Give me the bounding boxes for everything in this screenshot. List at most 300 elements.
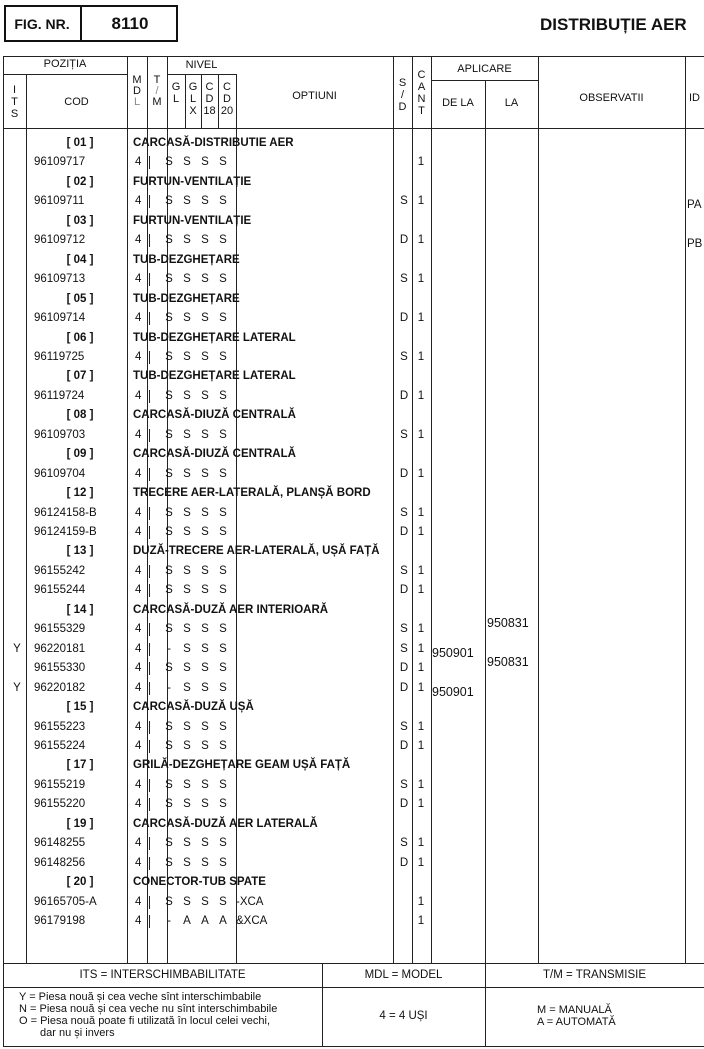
part-code: 96109703 — [34, 428, 86, 441]
nivel-value: A — [219, 915, 227, 927]
side-code: S — [400, 720, 408, 733]
header-id: ID — [689, 92, 700, 104]
part-description: CARCASĂ-DUZĂ UȘĂ — [133, 701, 254, 714]
header-nivel-col: G — [188, 81, 198, 93]
row-tick — [149, 195, 150, 208]
side-code: D — [399, 467, 409, 480]
nivel-value: S — [183, 662, 191, 675]
row-tick — [149, 526, 150, 539]
header-nivel-col: D — [223, 93, 231, 105]
nivel-value: S — [201, 526, 209, 538]
quantity: 1 — [417, 428, 425, 441]
nivel-value: S — [165, 662, 173, 675]
legend-its-line: O = Piesa nouă poate fi utilizată în locul celei vechi, — [19, 1015, 271, 1027]
part-code: 96155242 — [34, 564, 86, 577]
part-code: 96155219 — [34, 778, 86, 791]
legend-mdl-value: 4 = 4 UȘI — [379, 1010, 428, 1022]
part-code: 96155223 — [34, 720, 86, 733]
nivel-value: S — [201, 662, 209, 675]
quantity: 1 — [417, 156, 425, 169]
header-nivel-col: C — [223, 81, 231, 93]
model-code: 4 — [135, 564, 142, 577]
model-code: 4 — [135, 895, 142, 908]
nivel-value: S — [183, 681, 191, 694]
nivel-value: S — [201, 312, 209, 325]
row-tick — [149, 896, 150, 909]
part-code: 96109711 — [34, 195, 85, 208]
quantity: 1 — [417, 778, 425, 791]
nivel-values — [160, 155, 235, 169]
position-number: [ 17 ] — [66, 759, 94, 772]
model-code: 4 — [135, 720, 142, 733]
legend-tm-line: A = AUTOMATĂ — [537, 1016, 616, 1028]
nivel-value: S — [219, 584, 227, 597]
side-code: S — [400, 428, 408, 441]
nivel-values — [160, 720, 235, 734]
nivel-value: S — [219, 526, 227, 538]
nivel-value: S — [165, 856, 173, 869]
model-code: 4 — [135, 428, 142, 441]
nivel-value: S — [219, 428, 227, 441]
header-its-letter: S — [10, 108, 19, 120]
nivel-value: S — [165, 273, 173, 286]
nivel-value: S — [183, 584, 191, 597]
part-description: FURTUN-VENTILAȚIE — [133, 175, 252, 188]
side-code: S — [400, 350, 408, 363]
part-code: 96109712 — [34, 234, 86, 247]
nivel-value: S — [165, 234, 173, 247]
quantity: 1 — [417, 798, 425, 811]
nivel-values — [160, 525, 235, 539]
nivel-values — [160, 311, 235, 325]
header-mdl-letter: L — [133, 96, 141, 108]
part-code: 96109713 — [34, 273, 86, 286]
part-code: 96165705-A — [34, 895, 97, 908]
side-code: S — [400, 642, 408, 655]
nivel-value: S — [201, 681, 209, 694]
header-nivel-col: X — [189, 105, 197, 117]
nivel-value: S — [201, 428, 209, 441]
nivel-value: S — [201, 798, 209, 811]
position-number: [ 07 ] — [66, 370, 94, 383]
nivel-value: S — [165, 798, 173, 811]
nivel-value: S — [165, 312, 173, 325]
header-nivel-col: L — [189, 93, 197, 105]
model-code: 4 — [135, 156, 142, 169]
legend-its-title: ITS = INTERSCHIMBABILITATE — [79, 969, 246, 981]
nivel-value: S — [219, 564, 227, 577]
legend-tm-line: M = MANUALĂ — [537, 1004, 612, 1016]
nivel-value: S — [183, 389, 191, 402]
part-description: TUB-DEZGHEȚARE LATERAL — [133, 370, 296, 383]
nivel-value: S — [201, 623, 209, 636]
model-code: 4 — [135, 681, 142, 694]
row-tick — [149, 390, 150, 403]
row-tick — [149, 643, 150, 656]
row-tick — [149, 662, 150, 675]
nivel-value: S — [219, 798, 227, 811]
table-bottom-border — [3, 1046, 704, 1047]
quantity: 1 — [417, 350, 425, 363]
nivel-value: S — [183, 642, 191, 655]
position-number: [ 04 ] — [66, 253, 94, 266]
position-number: [ 02 ] — [66, 175, 94, 188]
row-tick — [149, 565, 150, 578]
model-code: 4 — [135, 234, 142, 247]
header-cant-letter: A — [417, 81, 426, 93]
nivel-value: S — [201, 506, 209, 519]
apply-from: 950901 — [432, 645, 474, 660]
part-code: 96119725 — [34, 350, 85, 363]
nivel-value: S — [201, 467, 209, 480]
nivel-value: S — [165, 350, 173, 363]
part-code: 96155220 — [34, 798, 86, 811]
nivel-value: S — [201, 720, 209, 733]
part-code: 96155244 — [34, 584, 86, 597]
nivel-value: S — [183, 720, 191, 733]
nivel-value: S — [201, 778, 209, 791]
header-cod: COD — [64, 96, 89, 108]
part-description: TUB-DEZGHEȚARE — [133, 253, 240, 266]
quantity: 1 — [417, 584, 425, 597]
header-nivel-col: C — [205, 81, 214, 93]
nivel-value: S — [201, 739, 209, 752]
row-tick — [149, 468, 150, 481]
part-code: 96109704 — [34, 467, 86, 480]
nivel-value: S — [183, 156, 191, 169]
nivel-value: S — [183, 312, 191, 325]
position-number: [ 05 ] — [66, 292, 94, 305]
row-tick — [149, 584, 150, 597]
row-tick — [149, 156, 150, 169]
header-sd-letter: D — [398, 101, 407, 113]
quantity: 1 — [417, 915, 425, 927]
column-divider — [431, 56, 432, 963]
figure-number: 8110 — [111, 13, 149, 33]
side-code: D — [399, 312, 409, 325]
model-code: 4 — [135, 798, 142, 811]
quantity: 1 — [417, 856, 425, 869]
pozitia-divider — [3, 74, 127, 75]
nivel-value: S — [165, 428, 173, 441]
header-nivel-col: G — [171, 81, 181, 93]
column-divider — [538, 56, 539, 963]
apply-to: 950831 — [487, 655, 529, 670]
row-tick — [149, 740, 150, 753]
nivel-values — [160, 194, 235, 208]
side-code: S — [400, 623, 408, 636]
header-cant-letter: N — [417, 93, 426, 105]
model-code: 4 — [135, 642, 142, 655]
nivel-value: S — [165, 739, 173, 752]
position-number: [ 01 ] — [66, 137, 94, 149]
side-code: S — [400, 195, 408, 208]
part-description: DUZĂ-TRECERE AER-LATERALĂ, UȘĂ FAȚĂ — [133, 545, 380, 558]
nivel-values — [160, 778, 235, 792]
table-left-border — [3, 56, 4, 1046]
header-its-letter: I — [12, 84, 17, 96]
row-tick — [149, 429, 150, 442]
model-code: 4 — [135, 389, 142, 402]
model-code: 4 — [135, 856, 142, 869]
nivel-value: S — [201, 895, 209, 908]
side-code: D — [399, 681, 409, 694]
nivel-values — [160, 389, 235, 403]
part-code: 96119724 — [34, 389, 85, 402]
header-mdl-letter: M — [132, 74, 142, 86]
part-description: CONECTOR-TUB SPATE — [133, 876, 266, 889]
nivel-value: S — [183, 273, 191, 286]
nivel-values — [160, 564, 235, 578]
nivel-value: S — [219, 506, 227, 519]
nivel-value: - — [167, 642, 171, 655]
header-optiuni: OPTIUNI — [292, 90, 337, 102]
part-code: 96155224 — [34, 739, 86, 752]
nivel-value: - — [167, 681, 171, 694]
position-number: [ 15 ] — [66, 701, 94, 714]
column-divider — [127, 56, 128, 963]
part-code: 96220182 — [34, 681, 86, 694]
nivel-values — [160, 350, 235, 364]
id-code: PA — [687, 199, 702, 212]
quantity: 1 — [417, 662, 425, 675]
part-description: FURTUN-VENTILAȚIE — [133, 214, 252, 227]
row-tick — [149, 721, 150, 734]
nivel-value: S — [183, 564, 191, 577]
header-aplicare: APLICARE — [457, 63, 512, 75]
nivel-value: S — [219, 623, 227, 636]
side-code: D — [399, 662, 409, 675]
nivel-value: S — [165, 720, 173, 733]
header-nivel: NIVEL — [185, 59, 218, 71]
part-code: 96124159-B — [34, 526, 97, 538]
nivel-value: S — [219, 778, 227, 791]
nivel-value: S — [219, 350, 227, 363]
nivel-value: S — [165, 526, 173, 538]
quantity: 1 — [417, 506, 425, 519]
position-number: [ 09 ] — [66, 448, 94, 461]
model-code: 4 — [135, 584, 142, 597]
model-code: 4 — [135, 915, 142, 927]
nivel-value: S — [183, 350, 191, 363]
side-code: D — [399, 234, 409, 247]
part-description: GRILĂ-DEZGHEȚARE GEAM UȘĂ FAȚĂ — [133, 759, 351, 772]
legend-mid-border — [3, 987, 704, 988]
nivel-value: S — [219, 681, 227, 694]
position-number: [ 19 ] — [66, 817, 94, 830]
legend-top-border — [3, 963, 704, 964]
quantity: 1 — [417, 895, 425, 908]
nivel-value: S — [165, 467, 173, 480]
nivel-value: S — [201, 195, 209, 208]
side-code: S — [400, 506, 408, 519]
model-code: 4 — [135, 506, 142, 519]
model-code: 4 — [135, 662, 142, 675]
side-code: D — [399, 798, 409, 811]
nivel-value: A — [201, 915, 209, 927]
nivel-value: S — [165, 623, 173, 636]
legend-its-line: dar nu și invers — [40, 1027, 115, 1039]
header-sd-letter: / — [400, 89, 405, 101]
nivel-value: S — [183, 623, 191, 636]
model-code: 4 — [135, 623, 142, 636]
part-description: CARCASĂ-DUZĂ AER LATERALĂ — [133, 817, 318, 830]
nivel-values — [160, 661, 235, 675]
apply-from: 950901 — [432, 684, 474, 699]
nivel-value: S — [165, 564, 173, 577]
model-code: 4 — [135, 312, 142, 325]
nivel-values — [160, 583, 235, 597]
nivel-values — [160, 233, 235, 247]
position-number: [ 03 ] — [66, 214, 94, 227]
nivel-value: S — [165, 837, 173, 850]
model-code: 4 — [135, 273, 142, 286]
nivel-values — [160, 914, 235, 928]
nivel-value: S — [183, 428, 191, 441]
row-tick — [149, 312, 150, 325]
header-pozitia: POZIȚIA — [43, 58, 87, 70]
header-nivel-col: D — [205, 93, 214, 105]
nivel-value: S — [201, 273, 209, 286]
nivel-value: - — [167, 915, 171, 927]
header-tm-letter: M — [152, 96, 162, 108]
nivel-value: S — [219, 739, 227, 752]
row-tick — [149, 857, 150, 870]
model-code: 4 — [135, 526, 142, 538]
header-observatii: OBSERVATII — [579, 92, 644, 104]
legend-its-line: N = Piesa nouă și cea veche nu sînt interschimbabile — [19, 1003, 278, 1015]
nivel-value: S — [219, 837, 227, 850]
model-code: 4 — [135, 739, 142, 752]
nivel-values — [160, 856, 235, 870]
nivel-values — [160, 642, 235, 656]
quantity: 1 — [417, 739, 425, 752]
part-code: 96109714 — [34, 312, 86, 325]
column-divider — [26, 74, 27, 963]
position-number: [ 12 ] — [66, 487, 94, 500]
nivel-value: S — [183, 778, 191, 791]
row-tick — [149, 273, 150, 286]
nivel-value: S — [165, 506, 173, 519]
part-description: TUB-DEZGHEȚARE LATERAL — [133, 331, 296, 344]
position-number: [ 14 ] — [66, 603, 94, 616]
nivel-values — [160, 739, 235, 753]
position-number: [ 13 ] — [66, 545, 94, 558]
page-title: DISTRIBUȚIE AER — [540, 15, 687, 34]
nivel-value: S — [219, 642, 227, 655]
nivel-value: S — [183, 837, 191, 850]
header-cant-letter: C — [417, 69, 426, 81]
row-tick — [149, 915, 150, 928]
nivel-value: S — [183, 798, 191, 811]
nivel-value: S — [219, 467, 227, 480]
nivel-value: S — [201, 642, 209, 655]
nivel-value: S — [183, 856, 191, 869]
legend-tm-title: T/M = TRANSMISIE — [543, 969, 646, 981]
model-code: 4 — [135, 778, 142, 791]
column-divider — [485, 80, 486, 963]
header-de-la: DE LA — [442, 97, 474, 109]
part-code: 96148256 — [34, 856, 86, 869]
quantity: 1 — [417, 389, 425, 402]
nivel-values — [160, 895, 235, 909]
nivel-value: S — [201, 584, 209, 597]
model-code: 4 — [135, 350, 142, 363]
nivel-value: S — [183, 234, 191, 247]
row-tick — [149, 234, 150, 247]
option-code: &XCA — [236, 915, 268, 927]
side-code: S — [400, 564, 408, 577]
row-tick — [149, 837, 150, 850]
quantity: 1 — [417, 642, 425, 655]
part-code: 96155330 — [34, 662, 86, 675]
model-code: 4 — [135, 467, 142, 480]
model-code: 4 — [135, 195, 142, 208]
header-tm-letter: / — [155, 85, 159, 97]
nivel-value: S — [219, 234, 227, 247]
nivel-values — [160, 681, 235, 695]
header-nivel-col: 18 — [203, 105, 216, 117]
nivel-value: S — [165, 389, 173, 402]
nivel-value: A — [183, 915, 191, 927]
part-code: 96124158-B — [34, 506, 97, 519]
nivel-value: S — [219, 895, 227, 908]
quantity: 1 — [417, 312, 425, 325]
row-tick — [149, 507, 150, 520]
position-number: [ 08 ] — [66, 409, 94, 422]
side-code: S — [400, 837, 408, 850]
quantity: 1 — [417, 720, 425, 733]
nivel-value: S — [183, 195, 191, 208]
nivel-value: S — [219, 273, 227, 286]
quantity: 1 — [417, 564, 425, 577]
side-code: S — [400, 778, 408, 791]
nivel-values — [160, 836, 235, 850]
quantity: 1 — [417, 234, 425, 247]
nivel-value: S — [201, 564, 209, 577]
position-number: [ 20 ] — [66, 876, 94, 889]
nivel-value: S — [219, 389, 227, 402]
part-description: CARCASĂ-DISTRIBUTIE AER — [133, 137, 294, 149]
side-code: D — [399, 526, 409, 538]
quantity: 1 — [417, 195, 425, 208]
table-top-border — [3, 56, 704, 57]
part-code: 96220181 — [34, 642, 86, 655]
nivel-value: S — [165, 778, 173, 791]
part-code: 96155329 — [34, 623, 86, 636]
header-bottom-border — [3, 128, 704, 129]
side-code: D — [399, 389, 409, 402]
header-nivel-col: 20 — [220, 105, 234, 117]
side-code: D — [399, 856, 409, 869]
nivel-value: S — [219, 720, 227, 733]
row-tick — [149, 779, 150, 792]
part-description: CARCASĂ-DIUZĂ CENTRALĂ — [133, 409, 296, 422]
header-mdl-letter: D — [133, 85, 141, 97]
header-tm-letter: T — [153, 74, 161, 86]
nivel-value: S — [165, 195, 173, 208]
nivel-value: S — [201, 234, 209, 247]
nivel-value: S — [183, 506, 191, 519]
nivel-value: S — [219, 156, 227, 169]
option-code: -XCA — [236, 895, 264, 908]
nivel-value: S — [183, 467, 191, 480]
row-tick — [149, 623, 150, 636]
its-flag: Y — [13, 681, 21, 694]
side-code: S — [400, 273, 408, 286]
header-la: LA — [504, 97, 519, 109]
nivel-value: S — [201, 350, 209, 363]
